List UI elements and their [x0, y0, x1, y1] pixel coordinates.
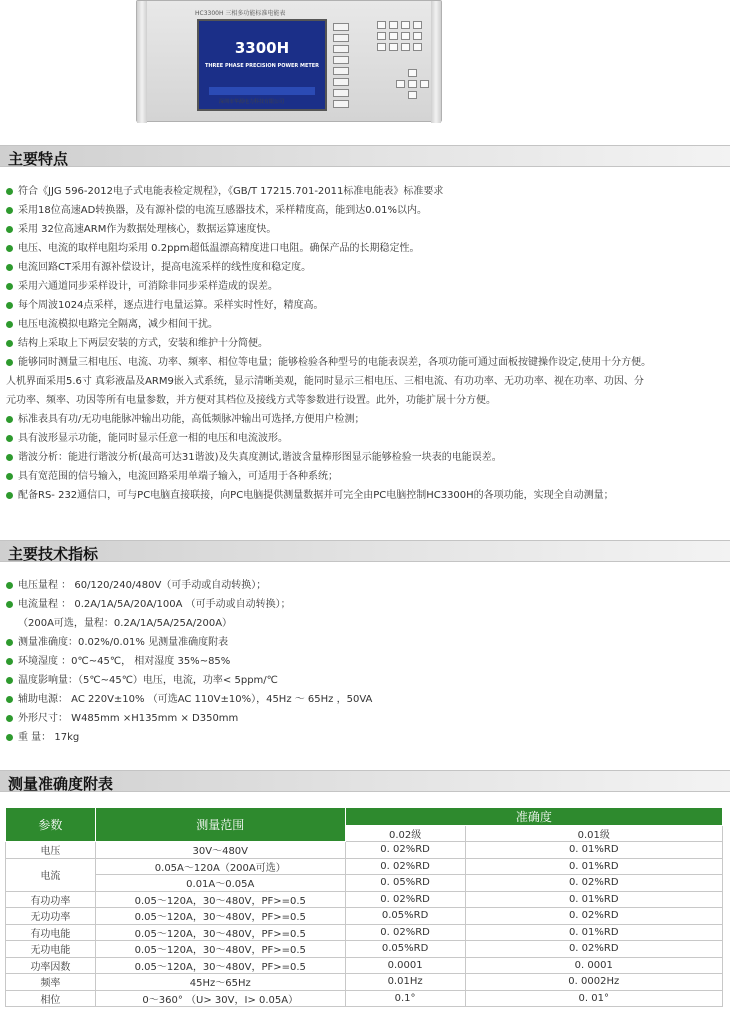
- list-item: 电压电流模拟电路完全隔离，减少相间干扰。: [6, 315, 726, 334]
- list-item: 具有波形显示功能，能同时显示任意一相的电压和电流波形。: [6, 429, 726, 448]
- cell-param: 功率因数: [6, 957, 96, 974]
- bullet-dot-icon: [6, 359, 13, 366]
- bullet-dot-icon: [6, 639, 13, 646]
- section-title: 测量准确度附表: [8, 775, 114, 793]
- bullet-dot-icon: [6, 473, 13, 480]
- col-header-class-002: 0.02级: [345, 826, 465, 842]
- list-item: 重 量： 17kg: [6, 728, 726, 747]
- cell-range: 0.05A～120A（200A可选）: [95, 858, 345, 875]
- features-list: [6, 182, 726, 505]
- accuracy-table: [5, 807, 723, 1007]
- list-item: 采用18位高速AD转换器，及有源补偿的电流互感器技术，采样精度高，能到达0.01%以内。: [6, 201, 726, 220]
- table-row: [6, 891, 723, 908]
- table-row: [6, 990, 723, 1007]
- cell-range: 0.05～120A，30～480V，PF>=0.5: [95, 957, 345, 974]
- list-item: 电流量程 ： 0.2A/1A/5A/20A/100A （可手动或自动转换）；: [6, 595, 726, 614]
- bullet-dot-icon: [6, 435, 13, 442]
- bullet-dot-icon: [6, 582, 13, 589]
- cell-accuracy-001: 0. 02%RD: [465, 908, 723, 925]
- list-item: 电压量程 ： 60/120/240/480V（可手动或自动转换）；: [6, 576, 726, 595]
- cell-range: 0.01A～0.05A: [95, 875, 345, 892]
- list-item: 结构上采取上下两层安装的方式，安装和维护十分简便。: [6, 334, 726, 353]
- cell-param: 电流: [6, 858, 96, 891]
- device-softkeys: [333, 23, 349, 111]
- cell-accuracy-001: 0. 0001: [465, 957, 723, 974]
- bullet-dot-icon: [6, 696, 13, 703]
- bullet-dot-icon: [6, 601, 13, 608]
- list-item: 符合《JJG 596-2012电子式电能表检定规程》，《GB/T 17215.701-2011标准电能表》标准要求: [6, 182, 726, 201]
- list-item-continuation: 人机界面采用5.6寸 真彩液晶及ARM9嵌入式系统，显示清晰美观，能同时显示三相电压、三相电流、有功功率、无功功率、视在功率、功因、分: [6, 376, 644, 387]
- table-row: [6, 842, 723, 859]
- bullet-dot-icon: [6, 734, 13, 741]
- list-item: 测量准确度：0.02%/0.01% 见测量准确度附表: [6, 633, 726, 652]
- section-header-specs: [0, 540, 730, 562]
- cell-param: 电压: [6, 842, 96, 859]
- cell-range: 0～360° （U> 30V，I> 0.05A）: [95, 990, 345, 1007]
- cell-accuracy-002: 0. 02%RD: [345, 891, 465, 908]
- list-item: 每个周波1024点采样，逐点进行电量运算。采样实时性好，精度高。: [6, 296, 726, 315]
- list-item: 能够同时测量三相电压、电流、功率、频率、相位等电量；能够检验各种型号的电能表误差，各项功能可通过面板按键操作设定,使用十分方便。: [6, 353, 726, 372]
- bullet-dot-icon: [6, 302, 13, 309]
- list-item: 标准表具有功/无功电能脉冲输出功能，高低频脉冲输出可选择,方便用户检测；: [6, 410, 726, 429]
- list-item: 辅助电源： AC 220V±10% （可选AC 110V±10%），45Hz ～ 65Hz ，50VA: [6, 690, 726, 709]
- list-item-continuation: 元功率、频率、功因等所有电量参数，并方便对其档位及接线方式等参数进行设置。此外，功能扩展十分方便。: [6, 395, 496, 406]
- cell-accuracy-001: 0. 02%RD: [465, 875, 723, 892]
- bullet-dot-icon: [6, 283, 13, 290]
- cell-range: 0.05～120A，30～480V，PF>=0.5: [95, 941, 345, 958]
- list-item: 环境湿度 ：0℃~45℃， 相对湿度 35%~85%: [6, 652, 726, 671]
- specs-list: [6, 576, 726, 747]
- list-item: 采用六通道同步采样设计，可消除非同步采样造成的误差。: [6, 277, 726, 296]
- table-row: [6, 875, 723, 892]
- bullet-dot-icon: [6, 454, 13, 461]
- cell-param: 相位: [6, 990, 96, 1007]
- device-screen-bar: [209, 87, 315, 95]
- cell-accuracy-002: 0.01Hz: [345, 974, 465, 991]
- rack-ear-right: [431, 1, 441, 123]
- col-header-range: 测量范围: [95, 808, 345, 842]
- cell-range: 0.05～120A，30～480V，PF>=0.5: [95, 891, 345, 908]
- cell-accuracy-001: 0. 0002Hz: [465, 974, 723, 991]
- bullet-dot-icon: [6, 226, 13, 233]
- list-item: 采用 32位高速ARM作为数据处理核心，数据运算速度快。: [6, 220, 726, 239]
- bullet-dot-icon: [6, 715, 13, 722]
- table-row: [6, 974, 723, 991]
- table-row: [6, 941, 723, 958]
- device-arrow-keys: [393, 69, 433, 99]
- section-title: 主要特点: [8, 150, 69, 168]
- cell-accuracy-002: 0. 02%RD: [345, 924, 465, 941]
- device-screen-subtitle: THREE PHASE PRECISION POWER METER: [204, 63, 320, 69]
- list-item: 电流回路CT采用有源补偿设计，提高电流采样的线性度和稳定度。: [6, 258, 726, 277]
- cell-param: 无功电能: [6, 941, 96, 958]
- cell-accuracy-001: 0. 01%RD: [465, 924, 723, 941]
- col-header-param: 参数: [6, 808, 96, 842]
- device-model-label: HC3300H 三相多功能标准电能表: [195, 10, 286, 17]
- section-header-features: [0, 145, 730, 167]
- list-item: 配备RS- 232通信口，可与PC电脑直接联接，向PC电脑提供测量数据并可完全由PC电脑控制HC3300H的各项功能，实现全自动测量；: [6, 486, 726, 505]
- bullet-dot-icon: [6, 245, 13, 252]
- cell-accuracy-002: 0. 02%RD: [345, 858, 465, 875]
- section-header-accuracy-table: [0, 770, 730, 792]
- cell-range: 0.05～120A，30～480V，PF>=0.5: [95, 924, 345, 941]
- cell-range: 45Hz～65Hz: [95, 974, 345, 991]
- product-image: [136, 0, 442, 122]
- list-item: 外形尺寸： W485mm ×H135mm × D350mm: [6, 709, 726, 728]
- bullet-dot-icon: [6, 416, 13, 423]
- cell-accuracy-002: 0.0001: [345, 957, 465, 974]
- table-row: [6, 924, 723, 941]
- section-title: 主要技术指标: [8, 545, 99, 563]
- cell-accuracy-001: 0. 01%RD: [465, 842, 723, 859]
- cell-accuracy-001: 0. 01°: [465, 990, 723, 1007]
- cell-accuracy-002: 0. 02%RD: [345, 842, 465, 859]
- col-header-accuracy: 准确度: [345, 808, 722, 826]
- cell-param: 频率: [6, 974, 96, 991]
- cell-range: 30V～480V: [95, 842, 345, 859]
- device-keypad: [377, 21, 422, 51]
- cell-range: 0.05～120A，30～480V，PF>=0.5: [95, 908, 345, 925]
- table-row: [6, 908, 723, 925]
- cell-param: 无功功率: [6, 908, 96, 925]
- bullet-dot-icon: [6, 492, 13, 499]
- bullet-dot-icon: [6, 677, 13, 684]
- bullet-dot-icon: [6, 340, 13, 347]
- device-screen-title: 3300H: [234, 39, 290, 57]
- cell-param: 有功电能: [6, 924, 96, 941]
- list-item: 电压、电流的取样电阻均采用 0.2ppm超低温漂高精度进口电阻。确保产品的长期稳定性。: [6, 239, 726, 258]
- cell-accuracy-001: 0. 01%RD: [465, 858, 723, 875]
- list-item: 具有宽范围的信号输入，电流回路采用单端子输入，可适用于各种系统；: [6, 467, 726, 486]
- cell-accuracy-001: 0. 02%RD: [465, 941, 723, 958]
- cell-accuracy-002: 0. 05%RD: [345, 875, 465, 892]
- rack-ear-left: [137, 1, 147, 123]
- cell-accuracy-002: 0.05%RD: [345, 941, 465, 958]
- cell-accuracy-002: 0.05%RD: [345, 908, 465, 925]
- col-header-class-001: 0.01级: [465, 826, 723, 842]
- bullet-dot-icon: [6, 264, 13, 271]
- cell-accuracy-001: 0. 01%RD: [465, 891, 723, 908]
- bullet-dot-icon: [6, 188, 13, 195]
- cell-param: 有功功率: [6, 891, 96, 908]
- bullet-dot-icon: [6, 207, 13, 214]
- list-item-continuation: （200A可选，量程：0.2A/1A/5A/25A/200A）: [18, 618, 233, 629]
- bullet-dot-icon: [6, 658, 13, 665]
- cell-accuracy-002: 0.1°: [345, 990, 465, 1007]
- list-item: 温度影响量：（5℃~45℃）电压，电流，功率< 5ppm/℃: [6, 671, 726, 690]
- bullet-dot-icon: [6, 321, 13, 328]
- list-item: 谐波分析：能进行谐波分析(最高可达31谐波)及失真度测试,谐波含量棒形图显示能够检验一块表的电能误差。: [6, 448, 726, 467]
- table-row: [6, 957, 723, 974]
- device-company-label: 深圳市华源电力科技有限公司: [219, 99, 285, 105]
- table-row: [6, 858, 723, 875]
